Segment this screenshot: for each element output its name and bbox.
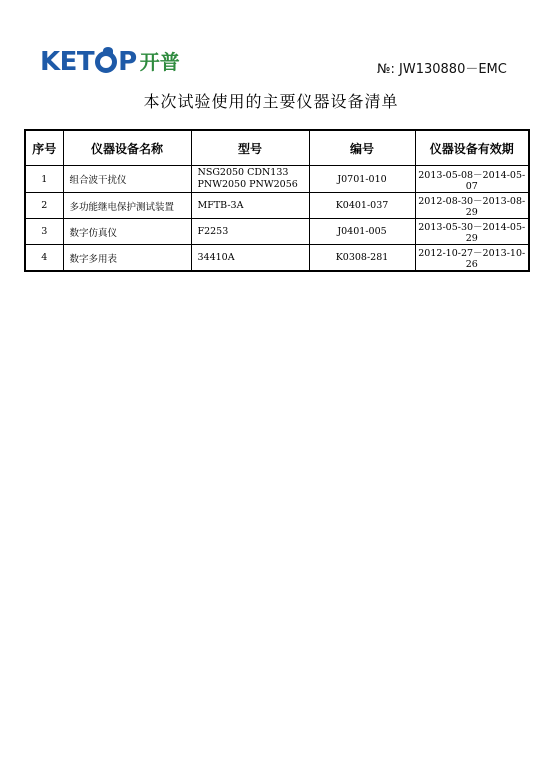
column-header-code: 编号 [309, 130, 415, 166]
table-row [25, 219, 529, 245]
cell-model-line1: NSG2050 CDN133 [197, 167, 289, 178]
table-row [25, 245, 529, 272]
logo-o-icon [95, 51, 117, 73]
logo-text-latin-left: KET [40, 47, 95, 77]
logo-text-chinese: 开普 [139, 50, 180, 74]
cell-validity: 2012-08-30－2013-08-29 [415, 193, 529, 219]
column-header-validity: 仪器设备有效期 [415, 130, 529, 166]
equipment-table [24, 129, 530, 272]
table-row [25, 166, 529, 193]
cell-code: K0401-037 [309, 193, 415, 219]
cell-no: 3 [25, 219, 63, 245]
cell-validity: 2013-05-30－2014-05-29 [415, 219, 529, 245]
cell-name: 组合波干扰仪 [63, 166, 191, 193]
company-logo [40, 48, 180, 76]
cell-model [191, 166, 309, 193]
cell-code: J0401-005 [309, 219, 415, 245]
cell-model-line2: PNW2050 PNW2056 [197, 179, 298, 190]
table-header-row [25, 130, 529, 166]
cell-model: F2253 [191, 219, 309, 245]
cell-code: J0701-010 [309, 166, 415, 193]
cell-no: 4 [25, 245, 63, 272]
cell-validity: 2012-10-27－2013-10-26 [415, 245, 529, 272]
cell-no: 1 [25, 166, 63, 193]
cell-model: MFTB-3A [191, 193, 309, 219]
cell-validity: 2013-05-08－2014-05-07 [415, 166, 529, 193]
cell-model: 34410A [191, 245, 309, 272]
column-header-model: 型号 [191, 130, 309, 166]
page-title: 本次试验使用的主要仪器设备清单 [143, 92, 399, 111]
column-header-no: 序号 [25, 130, 63, 166]
cell-code: K0308-281 [309, 245, 415, 272]
column-header-name: 仪器设备名称 [63, 130, 191, 166]
cell-name: 数字仿真仪 [63, 219, 191, 245]
cell-name: 数字多用表 [63, 245, 191, 272]
cell-no: 2 [25, 193, 63, 219]
document-number: №: JW130880－EMC [377, 62, 507, 77]
logo-text-latin-right: P [118, 47, 137, 77]
table-row [25, 193, 529, 219]
cell-name: 多功能继电保护测试装置 [63, 193, 191, 219]
